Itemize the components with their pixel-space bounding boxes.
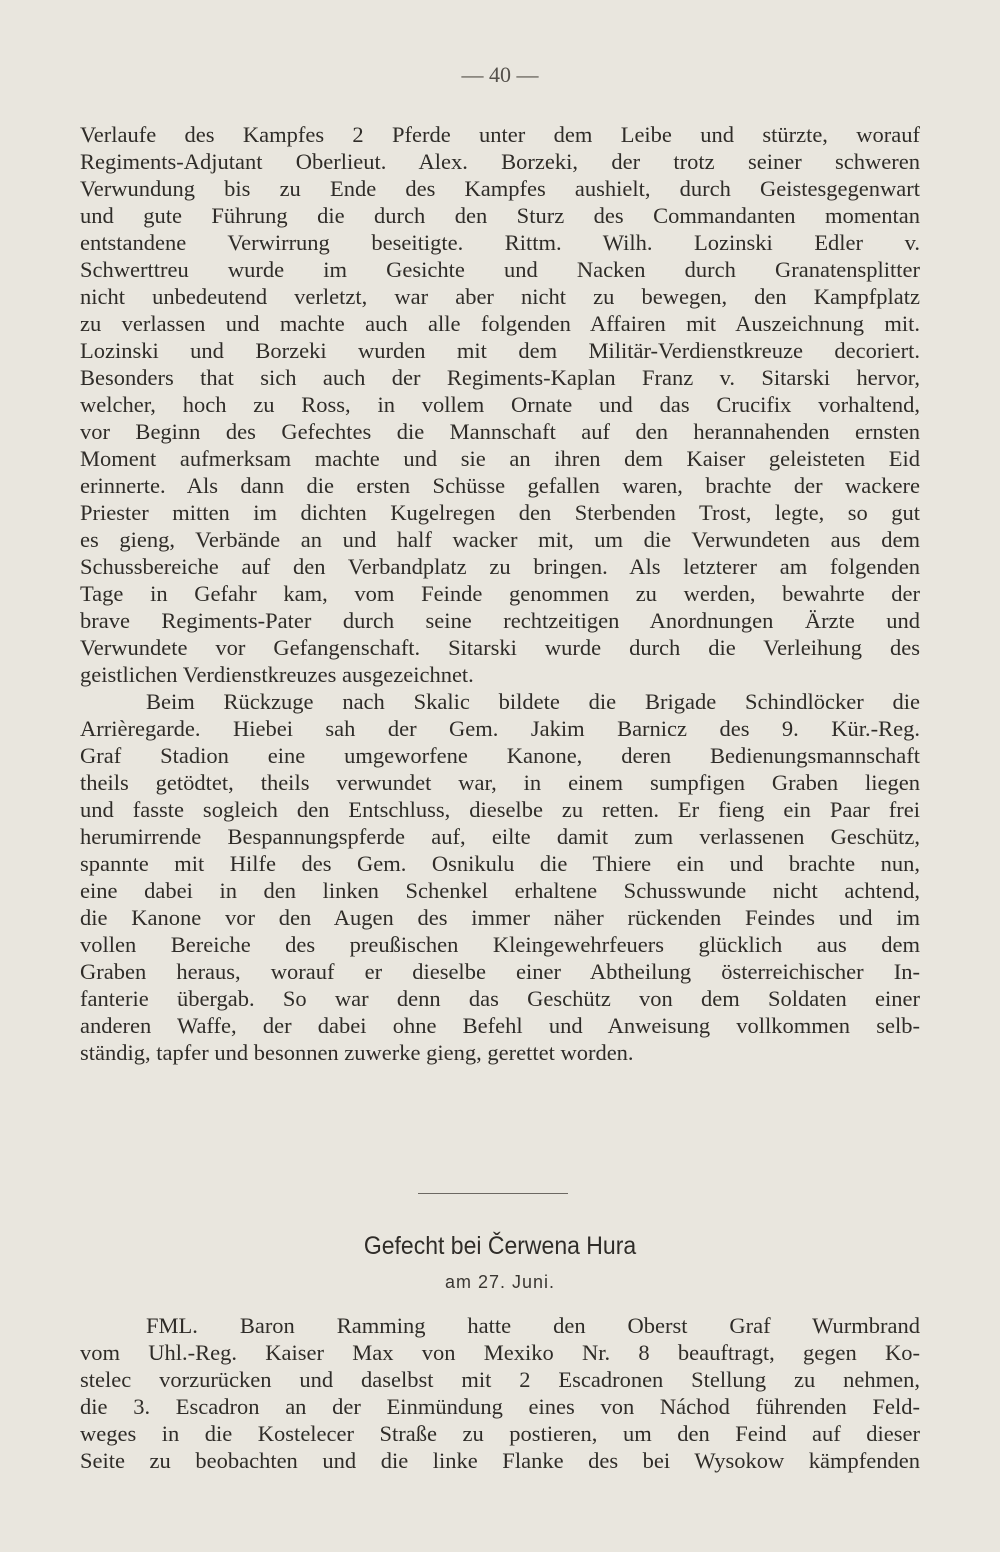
text-line: Regiments-Adjutant Oberlieut. Alex. Borzeki, der trotz seiner schweren [80,149,920,174]
text-line: die 3. Escadron an der Einmündung eines von Náchod führenden Feld- [80,1394,920,1419]
text-line: Besonders that sich auch der Regiments-Kaplan Franz v. Sitarski hervor, [80,365,920,390]
text-line: Schussbereiche auf den Verbandplatz zu bringen. Als letzterer am folgenden [80,554,920,579]
section-divider [418,1193,568,1194]
text-line: nicht unbedeutend verletzt, war aber nicht zu bewegen, den Kampfplatz [80,284,920,309]
text-line: vor Beginn des Gefechtes die Mannschaft auf den herannahenden ernsten [80,419,920,444]
text-line: brave Regiments-Pater durch seine rechtzeitigen Anordnungen Ärzte und [80,608,920,633]
text-line: Schwerttreu wurde im Gesichte und Nacken durch Granatensplitter [80,257,920,282]
text-line: Verwundung bis zu Ende des Kampfes aushielt, durch Geistesgegenwart [80,176,920,201]
text-line: fanterie übergab. So war denn das Geschütz von dem Soldaten einer [80,986,920,1011]
text-line: welcher, hoch zu Ross, in vollem Ornate und das Crucifix vorhaltend, [80,392,920,417]
text-line: Graben heraus, worauf er dieselbe einer Abtheilung österreichischer In- [80,959,920,984]
text-line: spannte mit Hilfe des Gem. Osnikulu die Thiere ein und brachte nun, [80,851,920,876]
text-line: ständig, tapfer und besonnen zuwerke gieng, gerettet worden. [80,1040,634,1065]
text-line: vollen Bereiche des preußischen Kleingewehrfeuers glücklich aus dem [80,932,920,957]
text-line: zu verlassen und machte auch alle folgenden Affairen mit Auszeichnung mit. [80,311,920,336]
section-date: am 27. Juni. [444,1272,556,1292]
text-line: Arrièregarde. Hiebei sah der Gem. Jakim Barnicz des 9. Kür.-Reg. [80,716,920,741]
text-line: theils getödtet, theils verwundet war, in einem sumpfigen Graben liegen [80,770,920,795]
section-title: Gefecht bei Čerwena Hura [363,1232,637,1260]
text-line: geistlichen Verdienstkreuzes ausgezeichnet. [80,662,474,687]
text-line: weges in die Kostelecer Straße zu postieren, um den Feind auf dieser [80,1421,920,1446]
text-line: Moment aufmerksam machte und sie an ihren dem Kaiser geleisteten Eid [80,446,920,471]
text-line: Priester mitten im dichten Kugelregen den Sterbenden Trost, legte, so gut [80,500,920,525]
text-line: FML. Baron Ramming hatte den Oberst Graf Wurmbrand [146,1313,920,1338]
text-line: entstandene Verwirrung beseitigte. Rittm. Wilh. Lozinski Edler v. [80,230,920,255]
text-line: Tage in Gefahr kam, vom Feinde genommen zu werden, bewahrte der [80,581,920,606]
text-line: vom Uhl.-Reg. Kaiser Max von Mexiko Nr. 8 beauftragt, gegen Ko- [80,1340,920,1365]
text-line: und gute Führung die durch den Sturz des Commandanten momentan [80,203,920,228]
text-line: erinnerte. Als dann die ersten Schüsse gefallen waren, brachte der wackere [80,473,920,498]
text-line: Seite zu beobachten und die linke Flanke des bei Wysokow kämpfenden [80,1448,920,1473]
text-line: herumirrende Bespannungspferde auf, eilte damit zum verlassenen Geschütz, [80,824,920,849]
page-number: — 40 — [461,62,539,87]
text-line: eine dabei in den linken Schenkel erhaltene Schusswunde nicht achtend, [80,878,920,903]
text-line: Beim Rückzuge nach Skalic bildete die Brigade Schindlöcker die [146,689,920,714]
text-line: anderen Waffe, der dabei ohne Befehl und Anweisung vollkommen selb- [80,1013,920,1038]
text-line: es gieng, Verbände an und half wacker mit, um die Verwundeten aus dem [80,527,920,552]
text-line: Verwundete vor Gefangenschaft. Sitarski wurde durch die Verleihung des [80,635,920,660]
text-line: Graf Stadion eine umgeworfene Kanone, deren Bedienungsmannschaft [80,743,920,768]
text-line: Verlaufe des Kampfes 2 Pferde unter dem Leibe und stürzte, worauf [80,122,920,147]
text-line: und fasste sogleich den Entschluss, dieselbe zu retten. Er fieng ein Paar frei [80,797,920,822]
text-line: stelec vorzurücken und daselbst mit 2 Escadronen Stellung zu nehmen, [80,1367,920,1392]
text-line: Lozinski und Borzeki wurden mit dem Militär-Verdienstkreuze decoriert. [80,338,920,363]
text-line: die Kanone vor den Augen des immer näher rückenden Feindes und im [80,905,920,930]
